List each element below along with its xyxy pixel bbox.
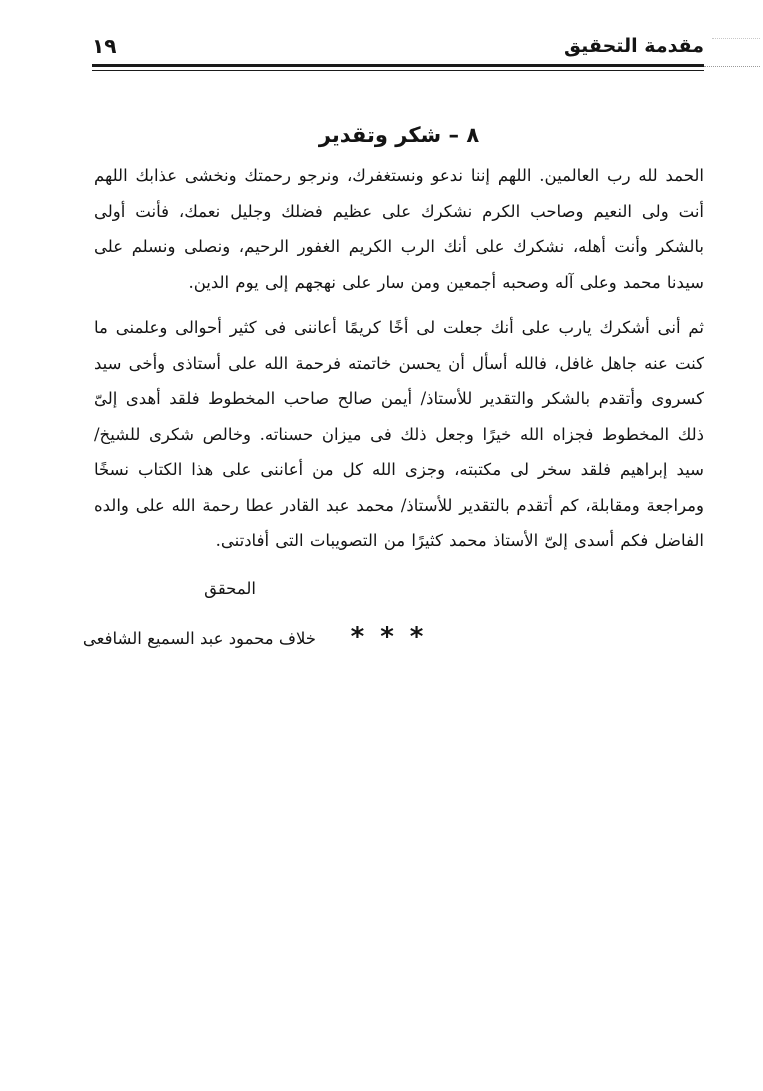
page-header xyxy=(92,30,704,66)
page-number: ١٩ xyxy=(92,34,117,58)
running-title: مقدمة التحقيق xyxy=(564,35,704,57)
paragraph-praise: الحمد لله رب العالمين. اللهم إننا ندعو ونستغفرك، ونرجو رحمتك ونخشى عذابك اللهم أنت ولى النعيم وصاحب الكرم نشكرك على عظيم فضلك وجليل نعمك، فأنت أولى بالشكر وأنت أهله، نشكرك على أنك الرب الكريم الغفور الرحيم، ونصلى ونسلم على سيدنا محمد وعلى آله وصحبه أجمعين ومن سار على نهجهم إلى يوم الدين. xyxy=(94,166,704,292)
page-body xyxy=(82,116,704,657)
header-rule-thin xyxy=(92,70,704,71)
signature-name: خلاف محمود عبد السميع الشافعى xyxy=(82,628,316,648)
section-heading: ٨ – شكر وتقدير xyxy=(318,123,480,147)
signature-role: المحقق xyxy=(204,578,256,598)
paragraph-acknowledgements: ثم أنى أشكرك يارب على أنك جعلت لى أخًا كريمًا أعاننى فى كثير أحوالى وعلمنى ما كنت عنه جاهل غافل، فالله أسأل أن يحسن خاتمته فرحمة الله على أستاذى وأخى سيد كسروى وأتقدم بالشكر والتقدير للأستاذ/ أيمن صالح صاحب المخطوط فلقد أهدى إلىّ ذلك المخطوط فجزاه الله خيرًا وجعل ذلك فى ميزان حسناته. وخالص شكرى للشيخ/ سيد إبراهيم فلقد سخر لى مكتبته، وجزى الله كل من أعاننى على هذا الكتاب نسخًا ومراجعة ومقابلة، كم أتقدم بالتقدير للأستاذ/ محمد عبد القادر عطا رحمة الله على والده الفاضل فكم أسدى إلىّ الأستاذ محمد كثيرًا من التصويبات التى أفادتنى. xyxy=(94,318,704,550)
scan-dotted-line xyxy=(704,66,760,67)
section-end-ornament: *** xyxy=(350,622,440,652)
header-rule xyxy=(92,64,704,67)
scan-dotted-line-top xyxy=(712,38,760,39)
